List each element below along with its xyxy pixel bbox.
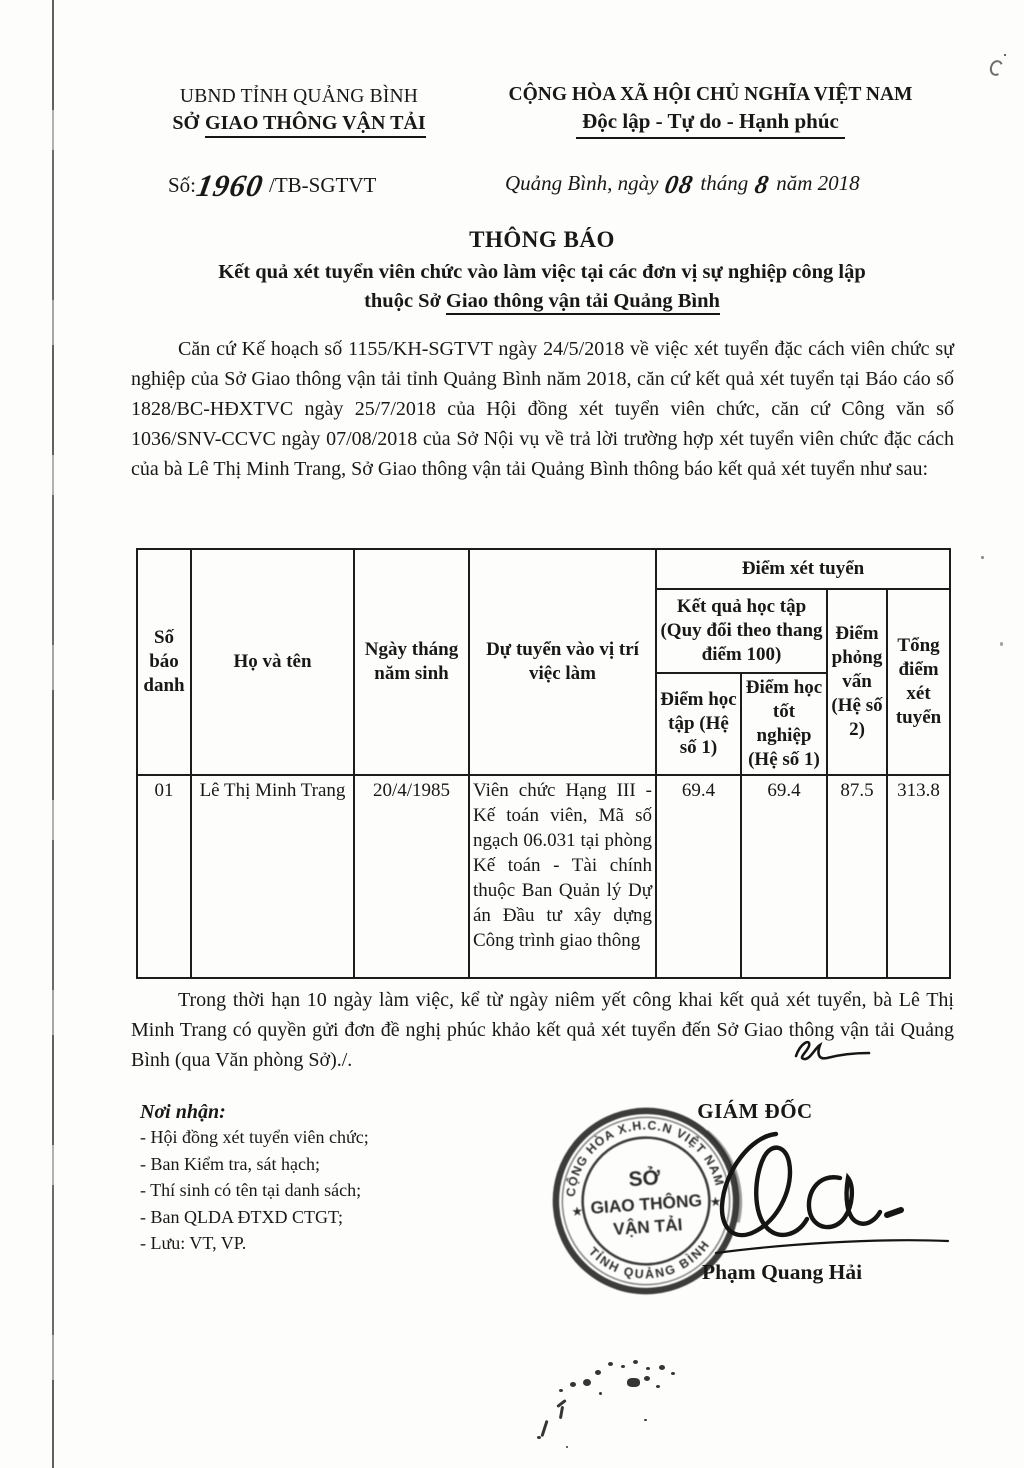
cell-ho-va-ten: Lê Thị Minh Trang: [191, 775, 354, 978]
results-table: [136, 548, 951, 979]
stamp-center-line1: SỞ: [627, 1166, 662, 1192]
col-header-so-bao-danh: Số báo danh: [137, 549, 191, 775]
ink-smudge: [599, 1392, 602, 1395]
col-header-ngay-sinh: Ngày tháng năm sinh: [354, 549, 469, 775]
document-heading: THÔNG BÁO: [469, 227, 615, 252]
ink-smudge: [566, 1446, 568, 1448]
stamp-star-left: ★: [570, 1203, 584, 1220]
national-header-block: [458, 84, 963, 139]
month-label: tháng: [700, 171, 749, 195]
recipient-item: - Ban QLDA ĐTXD CTGT;: [140, 1206, 343, 1227]
group-header-ket-qua-hoc-tap: Kết quả học tập (Quy đổi theo thang điểm 100): [656, 589, 827, 673]
recipients-label: Nơi nhận:: [140, 1101, 226, 1123]
col-header-ho-va-ten: Họ và tên: [191, 549, 354, 775]
national-title: CỘNG HÒA XÃ HỘI CHỦ NGHĨA VIỆT NAM: [508, 84, 913, 105]
cell-diem-hoc-tap: 69.4: [656, 775, 741, 978]
org-name-prefix: SỞ: [172, 112, 200, 134]
ink-smudge: [644, 1419, 647, 1421]
place-date-prefix: Quảng Bình, ngày: [505, 171, 659, 195]
issuing-org-block: [132, 86, 466, 135]
ink-smudge: [671, 1372, 675, 1375]
subtitle-underlined: Giao thông vận tải Quảng Bình: [446, 290, 720, 315]
col-header-diem-tot-nghiep: Điểm học tốt nghiệp (Hệ số 1): [741, 673, 827, 775]
recipient-item: - Thí sinh có tên tại danh sách;: [140, 1180, 362, 1200]
ink-smudge: [570, 1382, 576, 1387]
document-subtitle-line1: Kết quả xét tuyển viên chức vào làm việc tại các đơn vị sự nghiệp công lập: [218, 261, 866, 283]
handwritten-initial: [786, 1033, 874, 1067]
document-subtitle-line2: [130, 287, 954, 316]
stamp-center-line3: VẬN TẢI: [612, 1214, 684, 1240]
recipients-block: [140, 1101, 470, 1257]
ink-smudge: [537, 1436, 541, 1439]
doc-number-label: Số:: [168, 173, 197, 197]
body-paragraph-2: Trong thời hạn 10 ngày làm việc, kể từ ngày niêm yết công khai kết quả xét tuyển, bà Lê Thị Minh Trang có quyền gửi đơn đề nghị phúc khảo kết quả xét tuyển đến Sở Giao thông vận tải Quảng Bình (qua Văn phòng Sở)./.: [131, 989, 954, 1071]
ink-smudge: [627, 1378, 640, 1387]
cell-ngay-sinh: 20/4/1985: [354, 775, 469, 978]
table-row: [137, 775, 950, 978]
cell-vi-tri: Viên chức Hạng III - Kế toán viên, Mã số ngạch 06.031 tại phòng Kế toán - Tài chính thuộc Ban Quản lý Dự án Đầu tư xây dựng Công trình giao thông: [469, 775, 656, 978]
doc-number-suffix: /TB-SGTVT: [269, 173, 377, 197]
director-signature: [688, 1120, 960, 1268]
col-header-diem-phong-van: Điểm phỏng vấn (Hệ số 2): [827, 589, 887, 775]
ink-smudge: [633, 1360, 638, 1364]
cell-diem-phong-van: 87.5: [827, 775, 887, 978]
ink-smudge: [1004, 54, 1006, 56]
ink-smudge: [659, 1365, 665, 1370]
org-name-underlined: GIAO THÔNG VẬN TẢI: [205, 112, 426, 138]
ink-smudge: [583, 1379, 591, 1386]
ink-smudge: [559, 1389, 563, 1392]
ink-smudge: [981, 556, 984, 559]
scan-edge-line: [52, 0, 54, 1468]
signer-title: GIÁM ĐỐC: [697, 1099, 813, 1123]
org-name: [132, 112, 466, 135]
stamp-star-right: ★: [709, 1193, 722, 1210]
col-header-tong-diem: Tổng điểm xét tuyển: [887, 589, 950, 775]
ink-smudge: [540, 1420, 548, 1437]
ink-smudge: [1000, 642, 1003, 646]
ink-speck-top-right: [988, 58, 1005, 77]
ink-smudge: [595, 1370, 601, 1375]
recipient-item: - Lưu: VT, VP.: [140, 1233, 247, 1253]
ink-smudge: [646, 1367, 650, 1370]
month-handwritten: 8: [752, 170, 772, 199]
day-handwritten: 08: [662, 170, 697, 199]
body-paragraph-1: Căn cứ Kế hoạch số 1155/KH-SGTVT ngày 24/5/2018 về việc xét tuyển đặc cách viên chức sự nghiệp của Sở Giao thông vận tải tỉnh Quảng Bình năm 2018, căn cứ kết quả xét tuyển tại Báo cáo số 1828/BC-HĐXTVC ngày 25/7/2018 của Hội đồng xét tuyển viên chức, căn cứ Công văn số 1036/SNV-CCVC ngày 07/08/2018 của Sở Nội vụ về trả lời trường hợp xét tuyển viên chức đặc cách của bà Lê Thị Minh Trang, Sở Giao thông vận tải Quảng Bình thông báo kết quả xét tuyển như sau:: [131, 338, 954, 480]
subtitle-prefix: thuộc Sở: [364, 290, 441, 312]
stamp-arc-bottom-text: TỈNH QUẢNG BÌNH: [585, 1236, 714, 1282]
year-label: năm 2018: [776, 171, 860, 195]
signer-name: Phạm Quang Hải: [701, 1260, 863, 1284]
stamp-arc-top-text: CỘNG HÒA X.H.C.N VIỆT NAM: [563, 1118, 727, 1198]
ink-smudge: [656, 1385, 660, 1388]
recipient-item: - Ban Kiểm tra, sát hạch;: [140, 1153, 320, 1174]
stamp-center-line2: GIAO THÔNG: [589, 1190, 703, 1218]
ink-smudge: [644, 1376, 650, 1381]
cell-so-bao-danh: 01: [137, 775, 191, 978]
ink-smudge: [621, 1365, 625, 1368]
document-number-line: [168, 168, 376, 204]
ink-smudge: [608, 1362, 613, 1366]
place-date-line: [505, 170, 860, 200]
ink-smudge: [559, 1406, 564, 1419]
col-header-diem-hoc-tap: Điểm học tập (Hệ số 1): [656, 673, 741, 775]
national-motto-text: Độc lập - Tự do - Hạnh phúc: [576, 109, 845, 139]
cell-diem-tot-nghiep: 69.4: [741, 775, 827, 978]
national-motto: [458, 109, 963, 139]
recipient-item: - Hội đồng xét tuyển viên chức;: [140, 1127, 369, 1147]
doc-number-handwritten: 1960: [194, 168, 267, 203]
org-parent-name: UBND TỈNH QUẢNG BÌNH: [179, 86, 419, 107]
cell-tong-diem: 313.8: [887, 775, 950, 978]
title-block: [130, 227, 954, 316]
group-header-diem-xet-tuyen: Điểm xét tuyển: [656, 549, 950, 589]
col-header-vi-tri: Dự tuyển vào vị trí việc làm: [469, 549, 656, 775]
